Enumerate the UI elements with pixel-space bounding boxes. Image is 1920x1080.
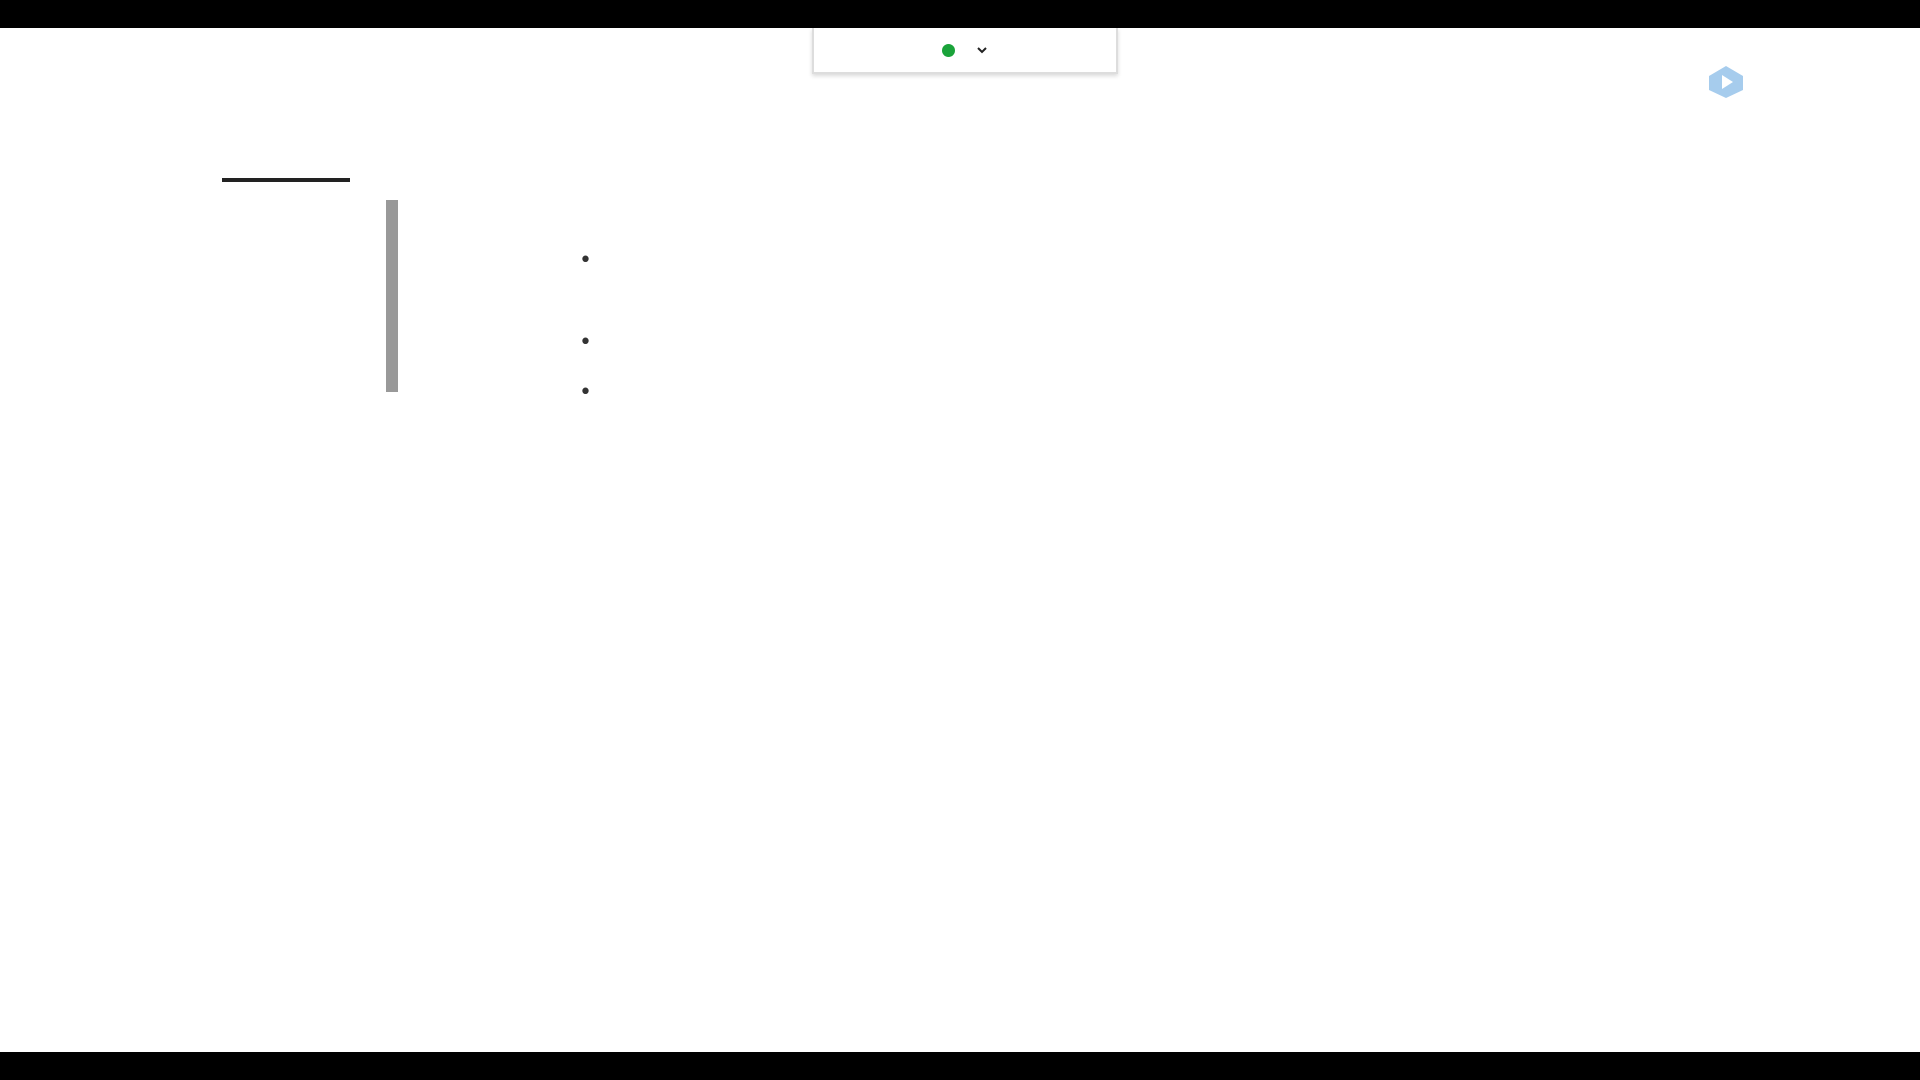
sidebar [0,94,396,1052]
close-icon[interactable] [1876,30,1916,60]
chevron-down-icon[interactable] [975,43,989,57]
menu-format[interactable] [54,64,72,94]
restore-icon[interactable] [1802,30,1842,60]
document-editor[interactable] [554,94,1794,1052]
menu-edit[interactable] [18,64,36,94]
menu-paragraph[interactable] [36,64,54,94]
active-tab-indicator [222,178,350,182]
menu-file[interactable] [0,64,18,94]
menu-help[interactable] [108,64,126,94]
recording-status-pill[interactable] [812,28,1118,74]
outline-scrollbar[interactable] [386,200,398,392]
menu-bar [0,64,126,94]
menu-view[interactable] [72,64,90,94]
menu-theme[interactable] [90,64,108,94]
recording-dot-icon [942,44,955,57]
typora-window [0,28,1920,1052]
